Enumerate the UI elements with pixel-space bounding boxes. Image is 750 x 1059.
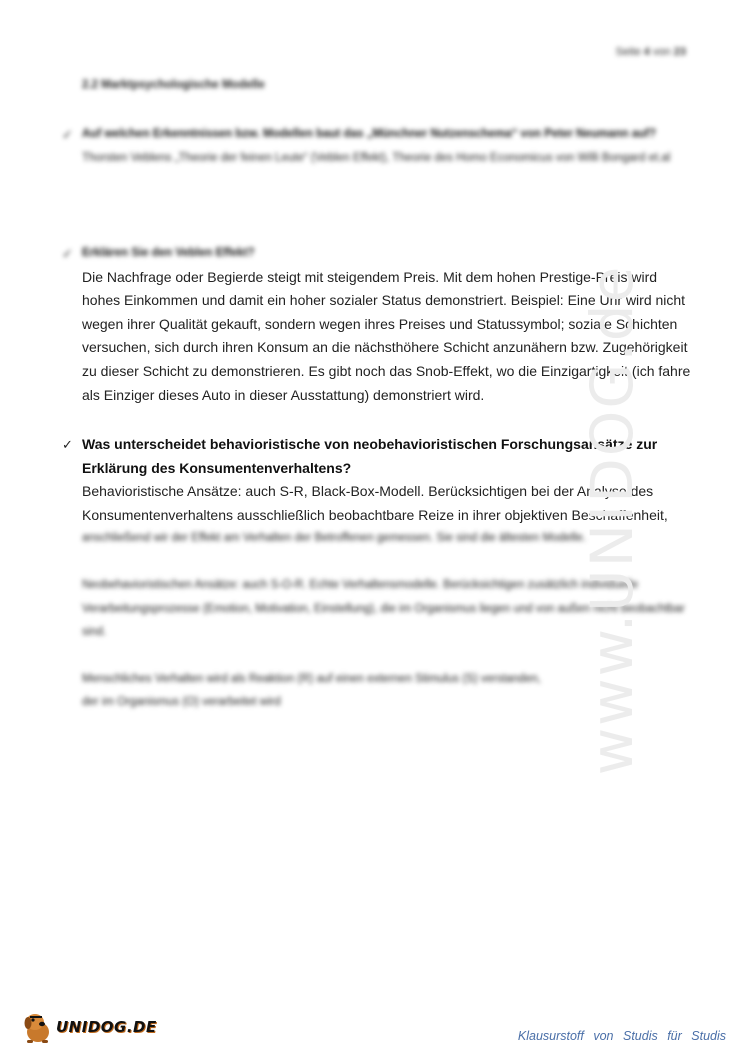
section-title: 2.2 Marktpsychologische Modelle — [82, 79, 265, 91]
watermark: www.UNIDOG.de — [578, 264, 646, 776]
question-text: Was unterscheidet behavioristische von neobehavioristischen Forschungsansätze zur Erklärung des Konsumentenverhaltens? — [82, 436, 658, 476]
question-block-1 — [62, 123, 692, 170]
answer-paragraph: Menschliches Verhalten wird als Reaktion (R) auf einen externen Stimulus (S) verstanden, der im Organismus (O) verarbeitet wird — [82, 672, 541, 709]
answer-paragraph: Neobehavioristischen Ansätze: auch S-O-R. Echte Verhaltensmodelle. Berücksichtigen zusätzlich individuelle Verarbeitungsprozesse (Emotion, Motivation, Einstellung), die im Organismus liegen und von außen nicht beobachtbar sind. — [82, 578, 685, 639]
checkmark-icon: ✓ — [62, 437, 73, 452]
checkmark-icon: ✓ — [62, 127, 73, 142]
answer-text: Die Nachfrage oder Begierde steigt mit steigendem Preis. Mit dem hohen Prestige-Preis wird hohes Einkommen und damit ein hoher sozialer Status demonstriert. Beispiel: Eine Uhr wird nicht wegen ihrer Qualität gekauft, sondern wegen ihres Preises und Statussymbol; soziale Schichten versuchen, sich durch ihren Konsum an die nächsthöhere Schicht anzunähern bzw. Zugehörigkeit zu dieser Schicht zu demonstrieren. Es gibt noch das Snob-Effekt, wo die Einzigartigkeit (ich fahre als Einziger dieses Auto in dieser Ausstattung) demonstriert wird. — [82, 268, 691, 403]
answer-paragraph: Behavioristische Ansätze: auch S-R, Black-Box-Modell. Berücksichtigen bei der Analyse des Konsumentenverhaltens ausschließlich beobachtbare Reize in ihrer objektiven Beschaffenheit, — [82, 483, 668, 523]
answer-text: Thorsten Veblens „Theorie der feinen Leute“ (Veblen Effekt), Theorie des Homo Economicus von Willi Bongard et.al — [82, 151, 671, 164]
checkmark-icon: ✓ — [62, 246, 73, 261]
page-number: Seite 4 von 23 — [615, 46, 686, 58]
question-text: Erklären Sie den Veblen Effekt? — [82, 247, 255, 259]
footer-tagline: Klausurstoff von Studis für Studis — [517, 1029, 726, 1043]
dog-icon — [22, 1010, 54, 1044]
logo-text: UNIDOG.DE — [56, 1018, 157, 1036]
answer-paragraph: anschließend wir der Effekt am Verhalten der Betroffenen gemessen. Sie sind die ältesten Modelle. — [82, 532, 586, 545]
unidog-logo[interactable] — [22, 1010, 157, 1044]
question-text: Auf welchen Erkenntnissen bzw. Modellen baut das „Münchner Nutzenschema“ von Peter Neumann auf? — [82, 128, 657, 140]
